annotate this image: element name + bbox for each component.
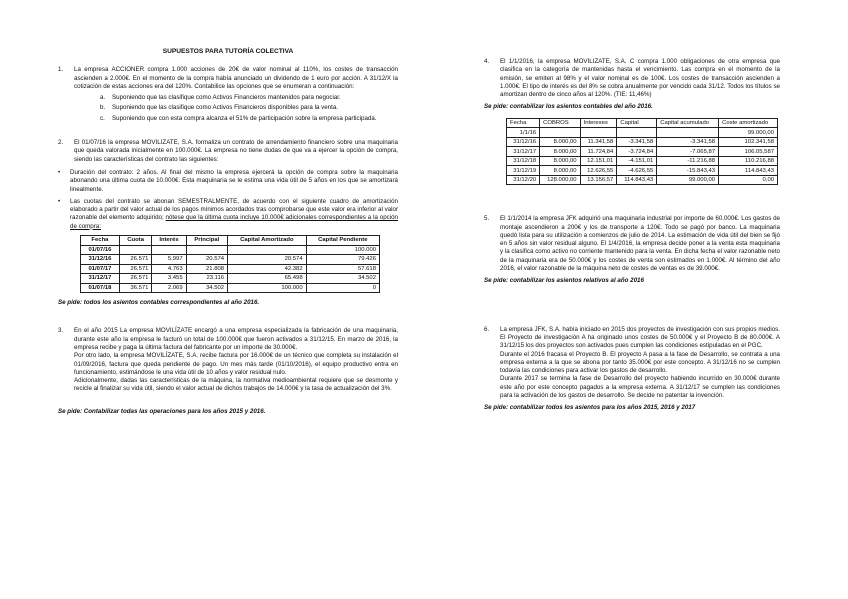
exercise-number: 4. <box>484 58 490 65</box>
table-row: 01/07/16 100.000 <box>81 245 380 255</box>
lease-amortization-table <box>80 235 380 293</box>
exercise-paragraph: Adicionalmente, dadas las características de la máquina, la normativa medioambiental requiere que se desmonte y recicle al finalizar su vida útil, siendo el valor actual de dichos trabajos de 14.000€ y la tasa de actualización del 3%. <box>74 377 398 393</box>
option-item: a. Suponiendo que las clasifique como Activos Financieros mantenidos para negociar. <box>100 94 341 102</box>
exercise-question: Se pide: contabilizar los asientos relativos al año 2016 <box>484 277 644 285</box>
table-row: 31/12/16 26.571 5.997 20.574 20.574 79.426 <box>81 255 380 265</box>
option-list <box>74 94 398 123</box>
exercise-question: Se pide: todos los asientos contables correspondientes al año 2016. <box>58 299 260 307</box>
option-item: c. Suponiendo que con esta compra alcanza el 51% de participación sobre la empresa participada. <box>100 114 377 122</box>
exercise-text: El 01/07/16 la empresa MOVILIZATE, S.A. formaliza un contrato de arrendamiento financiero sobre una maquinaria que queda valorada inicialmente en 100.000€. La empresa no tiene dudas de que va a ejercer la opción de compra, siendo las características del contrato las siguientes: <box>74 139 398 163</box>
right-column <box>484 58 780 413</box>
exercise-6 <box>484 326 780 401</box>
exercise-number: 3. <box>58 327 64 335</box>
table-row: 31/12/19 8.000,00 12.626,55 -4.626,55 -15.843,43 114.843,43 <box>507 166 778 176</box>
condition-item: • Duración del contrato: 2 años. Al final del mismo la empresa ejercerá la opción de compra sobre la maquinaria abonando una última cuota de 10.000€. Esta maquinaria se le estima una vida útil de 5 años en los que se amortizará linealmente. <box>58 168 398 193</box>
exercise-paragraph: La empresa JFK, S.A. había iniciado en 2015 dos proyectos de investigación con sus propios medios. El Proyecto de investigación A ha originado unos costes de 50.000€ y el Proyecto B de 80.000€. A 31/12/15 los dos proyectos son activados pues cumplen las condiciones estipuladas en el PGC. <box>500 325 780 350</box>
exercise-text: El 1/1/2014 la empresa JFK adquirió una maquinaria industrial por importe de 60.000€. Los gastos de montaje ascendieron a 200€ y los de transporte a 120€. Todo se pagó por banco. La maquinaria quedó lista para su utilización a comienzos de julio de 2014. La estimación de vida útil del bien se fijó en 5 años sin valor residual alguno. El 1/4/2016, la empresa decide poner a la venta esta maquinaria y la clasifica como activo no corriente mantenido para la venta. En dicha fecha el valor razonable neto de la maquinaria era de 50.000€ y los costes de venta son estimados en 1.000€. Al término del año 2016, el valor razonable de la máquina neto de costes de ventas es de 39.000€. <box>500 215 780 273</box>
exercise-paragraph: Durante 2017 se termina la fase de Desarrollo del proyecto habiendo incurrido en 30.000€ durante este año por este concepto pagados a la empresa externa. A 31/12/17 se cumplen las condiciones para la activación de los gastos de desarrollo. Se decide no patentar la invención. <box>500 375 780 400</box>
exercise-paragraph: En el año 2015 La empresa MOVILÍZATE encargó a una empresa especializada la fabricación de una maquinaria, durante este año la empresa le facturó un total de 100.000€ que fueron activados a 31/12/15. En marzo de 2016, la empresa recibe y paga la última factura del fabricante por un importe de 30.000€. <box>74 327 398 351</box>
left-column <box>58 48 398 416</box>
document-title: SUPUESTOS PARA TUTORÍA COLECTIVA <box>162 48 294 55</box>
bullet-icon: • <box>58 197 61 205</box>
exercise-number: 1. <box>58 66 64 74</box>
amortized-cost-table <box>506 118 778 186</box>
table-row: 01/07/18 36.571 2.069 34.502 100.000 0 <box>81 283 380 293</box>
condition-list <box>58 169 398 231</box>
exercise-paragraph: Por otro lado, la empresa MOVILÍZATE, S.A. recibe factura por 16.000€ de un técnico que completa su instalación el 01/09/2016, factura que queda pendiente de pago. Un mes más tarde (01/10/2016), el equipo productivo entra en funcionamiento, estimándose le una vida útil de 10 años y valor residual nulo. <box>74 352 398 376</box>
exercise-3 <box>58 327 398 393</box>
exercise-number: 5. <box>484 215 490 223</box>
exercise-text: El 1/1/2016, la empresa MOVILIZATE, S.A. C compra 1.000 obligaciones de otra empresa que clasifica en la categoría de mantenidas hasta el vencimiento. Las compra en el momento de la emisión, se emiten al 98% y el valor nominal es de 100€. Los costes de transacción ascienden a 1.000€. El tipo de interés es del 8% se cobra anualmente por vencido cada 31/12. Todos los títulos se amortizan dentro de cinco años al 120%. (TIE: 11,46%) <box>500 58 780 99</box>
table-row: 31/12/20 128.000,00 13.156,57 114.843,43 99.000,00 0,00 <box>507 175 778 185</box>
table-row: 31/12/18 8.000,00 12.151,01 -4.151,01 -11.216,88 110.216,88 <box>507 156 778 166</box>
exercise-question: Se pide: contabilizar los asientos contables del año 2016. <box>484 103 653 111</box>
exercise-text: La empresa ACCIONER compra 1.000 acciones de 20€ de valor nominal al 110%, los costes de transacción ascienden a 2.000€. En el momento de la compra había anunciado un dividendo de 1 euro por acción. A 31/12/X la cotización de estas acciones era del 120%. Contabilice las opciones que se enumeran a continuación: <box>74 66 398 90</box>
table-header-row: Fecha Cuota Interés Principal Capital Amortizado Capital Pendiente <box>81 236 380 246</box>
table-header-row: Fecha COBROS Intereses Capital Capital acumulado Coste amortizado <box>507 118 778 128</box>
exercise-number: 6. <box>484 325 490 333</box>
exercise-question: Se pide: contabilizar todos los asientos para los años 2015, 2016 y 2017 <box>484 404 696 412</box>
table-row: 31/12/16 8.000,00 11.341,58 -3.341,58 -3.341,58 102.341,58 <box>507 137 778 147</box>
table-row: 31/12/17 26.571 3.455 23.116 65.498 34.502 <box>81 274 380 284</box>
exercise-4 <box>484 58 780 99</box>
exercise-1 <box>58 66 398 125</box>
table-row: 31/12/17 8.000,00 11.724,84 -3.724,84 -7.065,87 106.05,587 <box>507 147 778 157</box>
option-item: b. Suponiendo que las clasifique como Activos Financieros disponibles para la venta. <box>100 104 338 112</box>
exercise-number: 2. <box>58 139 64 147</box>
table-row: 1/1/16 99.000,00 <box>507 128 778 138</box>
exercise-paragraph: Durante el 2016 fracasa el Proyecto B. El proyecto A pasa a la fase de Desarrollo, se contrata a una empresa externa a la que se abona por tanto 35.000€ por este concepto. A 31/12/16 no se cumplen todavía las condiciones para activar los gastos de desarrollo. <box>500 350 780 375</box>
exercise-5 <box>484 215 780 273</box>
exercise-question: Se pide: Contabilizar todas las operaciones para los años 2015 y 2016. <box>58 407 266 415</box>
condition-item: • Las cuotas del contrato se abonan SEMESTRALMENTE, de acuerdo con el siguiente cuadro de amortización elaborado a partir del valor actual de los pagos mínimos acordados tras comprobarse que este valor era inferior al valor razonable del elemento adquirido; nótese que la última cuota incluye 10.000€ adicionales correspondientes a la opción de compra: <box>58 197 398 230</box>
bullet-icon: • <box>58 168 61 176</box>
table-row: 01/07/17 26.571 4.763 21.808 42.382 57.618 <box>81 264 380 274</box>
exercise-2 <box>58 139 398 164</box>
